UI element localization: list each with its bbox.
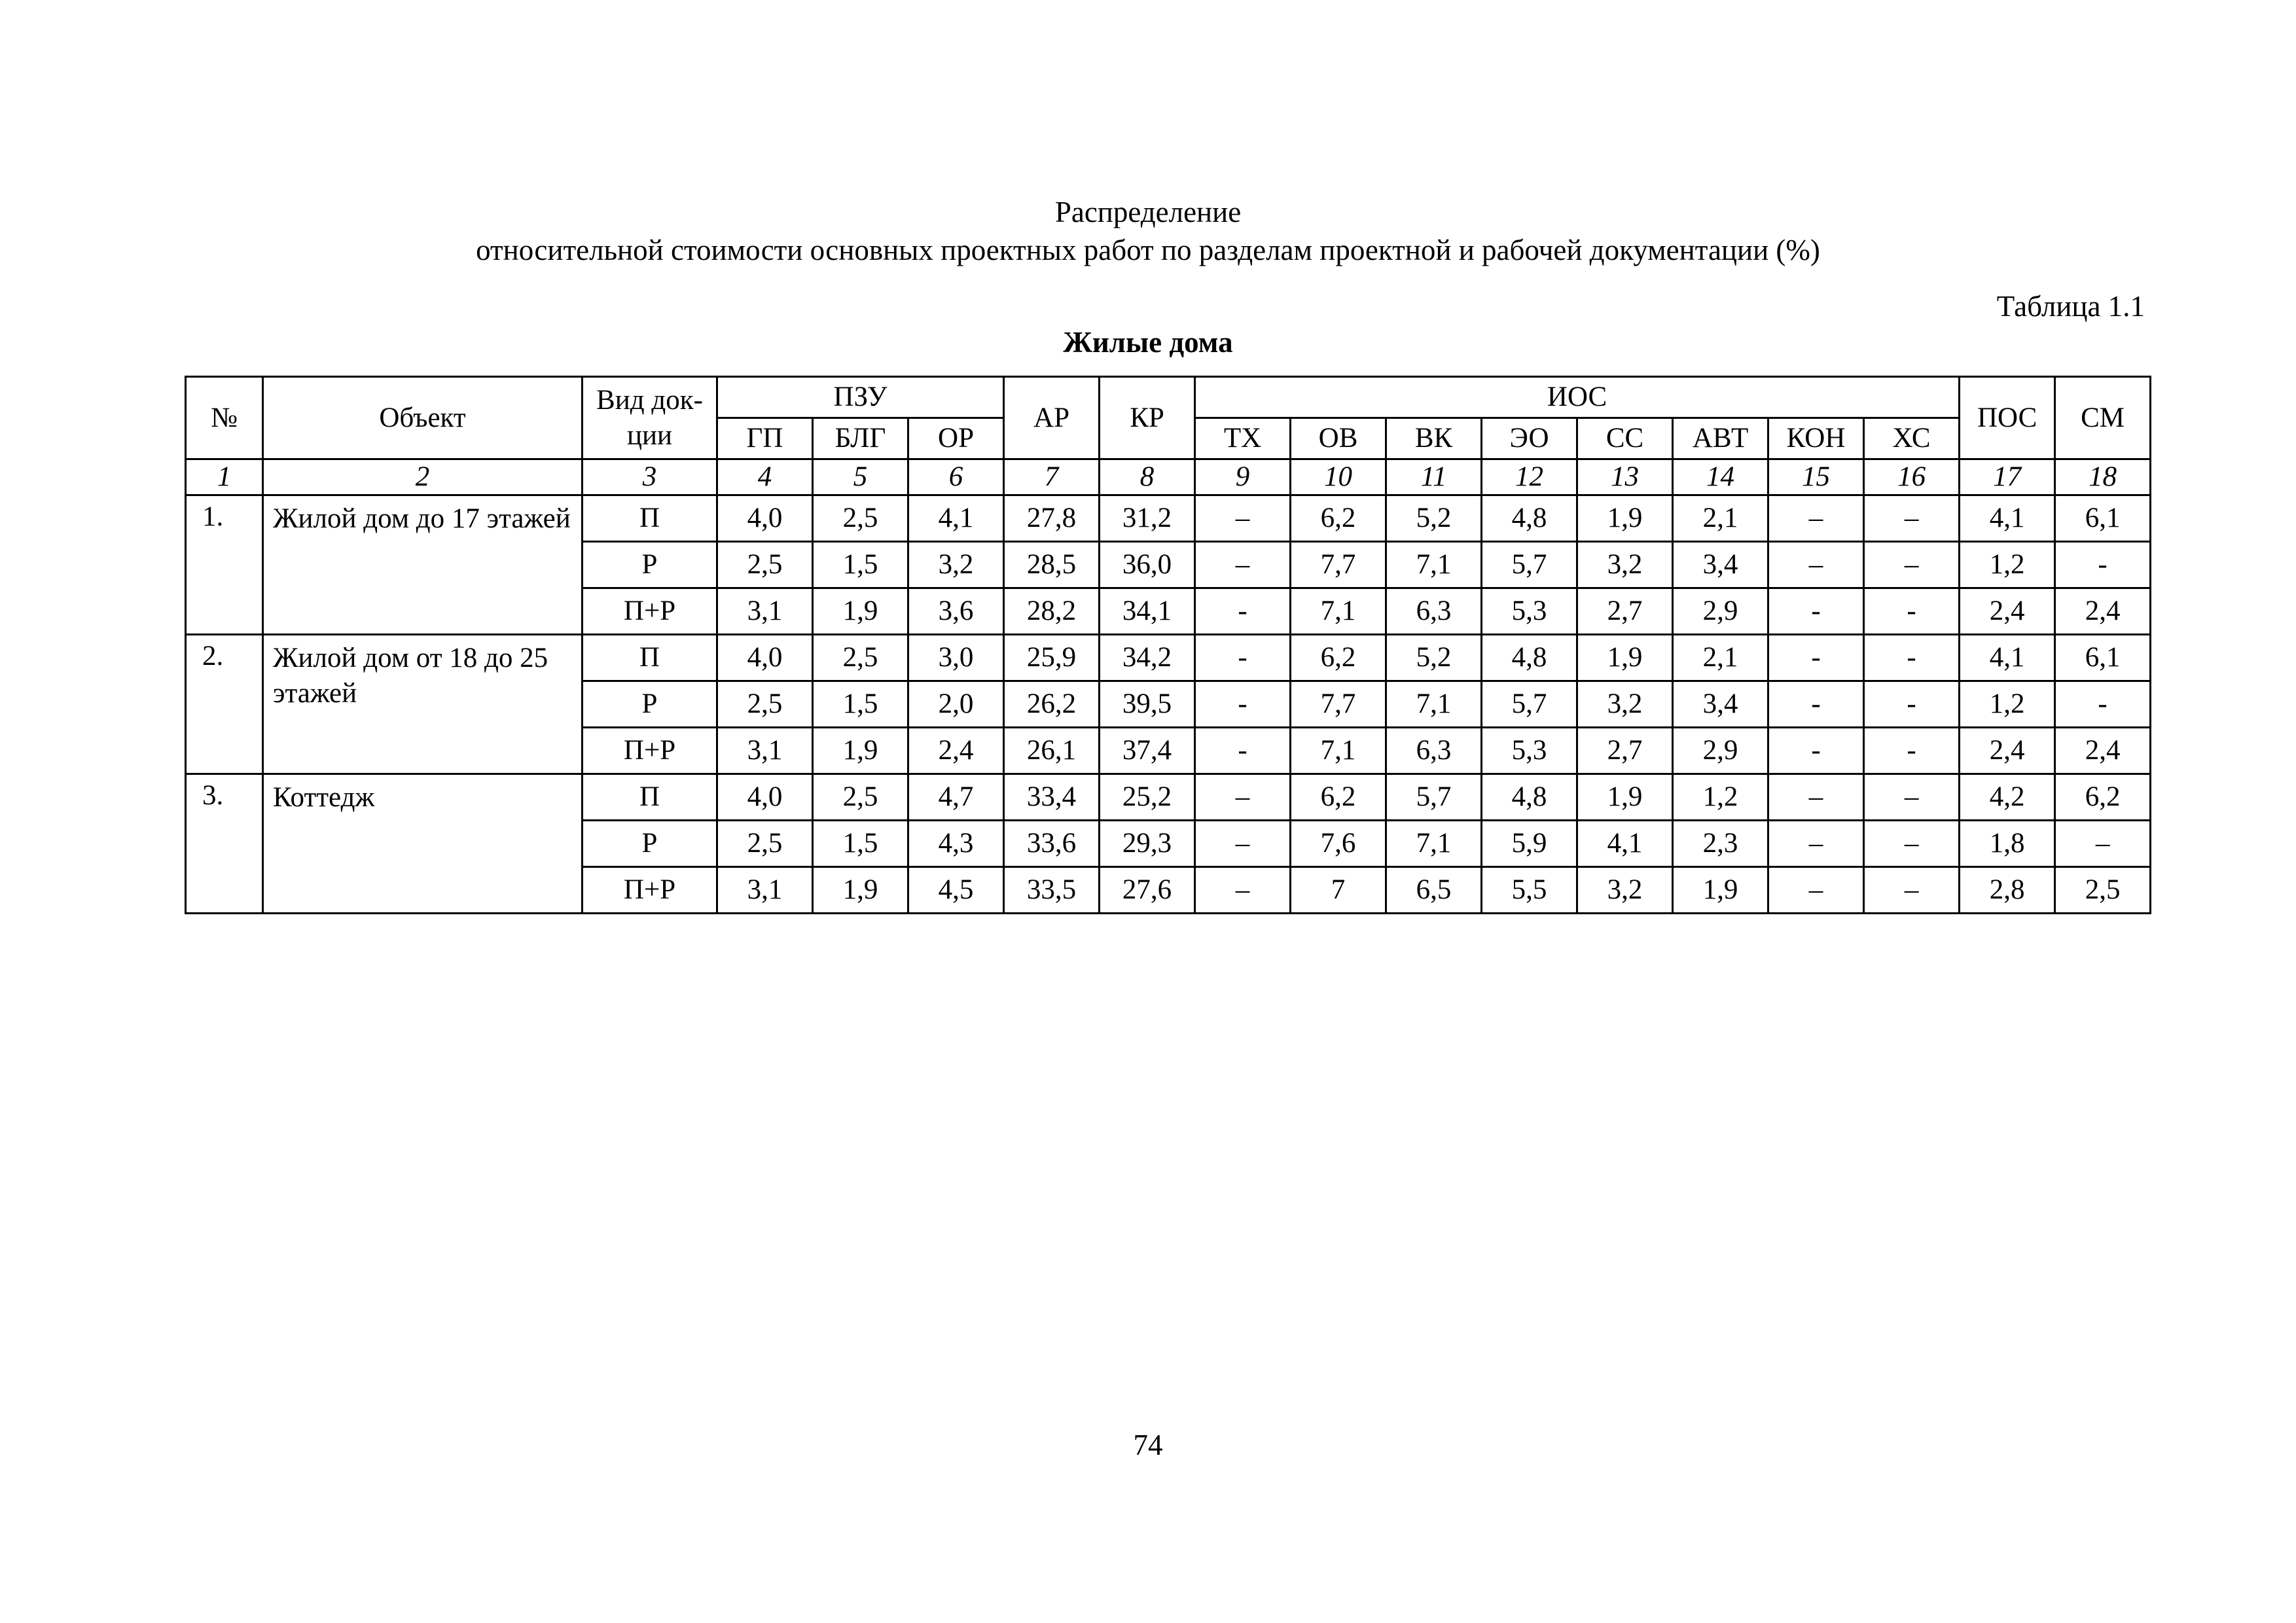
value-cell: 1,9	[1577, 635, 1673, 681]
value-cell: 1,5	[813, 821, 908, 867]
value-cell: 39,5	[1100, 681, 1195, 728]
value-cell: 7,6	[1291, 821, 1386, 867]
column-number: 16	[1864, 459, 1960, 495]
column-number: 1	[186, 459, 263, 495]
value-cell: 2,5	[813, 774, 908, 821]
value-cell: 29,3	[1100, 821, 1195, 867]
value-cell: 2,9	[1673, 728, 1768, 774]
value-cell: 7,7	[1291, 542, 1386, 588]
value-cell: –	[1864, 821, 1960, 867]
value-cell: 7,1	[1291, 588, 1386, 635]
table-row	[186, 495, 2151, 542]
value-cell: 3,2	[1577, 681, 1673, 728]
header-blg: БЛГ	[813, 418, 908, 459]
value-cell: 4,0	[717, 774, 813, 821]
value-cell: 2,5	[717, 681, 813, 728]
header-avt: АВТ	[1673, 418, 1768, 459]
value-cell: -	[1195, 588, 1291, 635]
value-cell: -	[1195, 681, 1291, 728]
value-cell: -	[1195, 635, 1291, 681]
value-cell: 4,5	[908, 867, 1004, 914]
value-cell: 4,7	[908, 774, 1004, 821]
doc-type-cell: П	[583, 635, 717, 681]
value-cell: 2,8	[1960, 867, 2055, 914]
value-cell: –	[1768, 821, 1864, 867]
value-cell: –	[1768, 495, 1864, 542]
value-cell: 6,2	[2055, 774, 2151, 821]
value-cell: 1,9	[1673, 867, 1768, 914]
value-cell: 27,6	[1100, 867, 1195, 914]
column-number: 5	[813, 459, 908, 495]
value-cell: 3,6	[908, 588, 1004, 635]
value-cell: –	[1864, 542, 1960, 588]
column-number: 7	[1004, 459, 1100, 495]
value-cell: 7,1	[1386, 681, 1482, 728]
value-cell: –	[1195, 495, 1291, 542]
value-cell: 7,1	[1386, 542, 1482, 588]
table-row	[186, 635, 2151, 681]
header-pos: ПОС	[1960, 377, 2055, 459]
header-sm: СМ	[2055, 377, 2151, 459]
doc-type-cell: Р	[583, 542, 717, 588]
value-cell: -	[1768, 681, 1864, 728]
column-number-row	[186, 459, 2151, 495]
value-cell: -	[1864, 588, 1960, 635]
doc-type-cell: П+Р	[583, 867, 717, 914]
value-cell: –	[1768, 542, 1864, 588]
object-name: Жилой дом до 17 этажей	[263, 495, 583, 635]
value-cell: –	[1768, 867, 1864, 914]
value-cell: –	[2055, 821, 2151, 867]
value-cell: 28,2	[1004, 588, 1100, 635]
doc-type-cell: Р	[583, 681, 717, 728]
value-cell: 1,9	[813, 588, 908, 635]
value-cell: 3,2	[1577, 542, 1673, 588]
column-number: 3	[583, 459, 717, 495]
value-cell: 2,5	[813, 635, 908, 681]
value-cell: 5,7	[1482, 542, 1577, 588]
value-cell: 27,8	[1004, 495, 1100, 542]
value-cell: 33,5	[1004, 867, 1100, 914]
column-number: 12	[1482, 459, 1577, 495]
value-cell: 4,0	[717, 635, 813, 681]
value-cell: 7,1	[1386, 821, 1482, 867]
value-cell: -	[1864, 681, 1960, 728]
value-cell: 6,3	[1386, 728, 1482, 774]
object-name: Коттедж	[263, 774, 583, 914]
value-cell: 33,6	[1004, 821, 1100, 867]
value-cell: 4,1	[1960, 495, 2055, 542]
header-object: Объект	[263, 377, 583, 459]
document-title-line2: относительной стоимости основных проектных работ по разделам проектной и рабочей документации (%)	[476, 234, 1820, 266]
value-cell: 5,7	[1386, 774, 1482, 821]
column-number: 13	[1577, 459, 1673, 495]
header-row-top	[186, 377, 2151, 418]
value-cell: 26,1	[1004, 728, 1100, 774]
header-eo: ЭО	[1482, 418, 1577, 459]
header-no: №	[186, 377, 263, 459]
value-cell: -	[1768, 728, 1864, 774]
value-cell: 7,7	[1291, 681, 1386, 728]
page-number: 74	[1133, 1429, 1163, 1461]
value-cell: –	[1195, 821, 1291, 867]
row-number: 1.	[186, 495, 263, 635]
header-ar: АР	[1004, 377, 1100, 459]
value-cell: 26,2	[1004, 681, 1100, 728]
value-cell: –	[1864, 774, 1960, 821]
doc-type-cell: П	[583, 495, 717, 542]
column-number: 8	[1100, 459, 1195, 495]
value-cell: 28,5	[1004, 542, 1100, 588]
value-cell: -	[1864, 635, 1960, 681]
header-kr: КР	[1100, 377, 1195, 459]
value-cell: –	[1195, 542, 1291, 588]
value-cell: 25,9	[1004, 635, 1100, 681]
column-number: 9	[1195, 459, 1291, 495]
value-cell: 2,0	[908, 681, 1004, 728]
value-cell: 1,9	[1577, 495, 1673, 542]
value-cell: 1,8	[1960, 821, 2055, 867]
value-cell: 2,1	[1673, 635, 1768, 681]
value-cell: 5,9	[1482, 821, 1577, 867]
value-cell: 6,2	[1291, 495, 1386, 542]
value-cell: 4,8	[1482, 495, 1577, 542]
value-cell: 2,5	[717, 542, 813, 588]
value-cell: 4,1	[908, 495, 1004, 542]
value-cell: 33,4	[1004, 774, 1100, 821]
header-vk: ВК	[1386, 418, 1482, 459]
value-cell: 3,4	[1673, 681, 1768, 728]
value-cell: 2,1	[1673, 495, 1768, 542]
column-number: 14	[1673, 459, 1768, 495]
value-cell: –	[1195, 774, 1291, 821]
row-number: 3.	[186, 774, 263, 914]
value-cell: 3,1	[717, 728, 813, 774]
value-cell: 1,2	[1960, 681, 2055, 728]
value-cell: 34,1	[1100, 588, 1195, 635]
value-cell: 2,3	[1673, 821, 1768, 867]
value-cell: 1,2	[1960, 542, 2055, 588]
document-title-line1: Распределение	[1054, 196, 1242, 228]
value-cell: 5,3	[1482, 588, 1577, 635]
header-pzu: ПЗУ	[717, 377, 1004, 418]
value-cell: 4,2	[1960, 774, 2055, 821]
value-cell: 6,5	[1386, 867, 1482, 914]
value-cell: 6,2	[1291, 635, 1386, 681]
value-cell: 1,2	[1673, 774, 1768, 821]
value-cell: 31,2	[1100, 495, 1195, 542]
value-cell: 5,2	[1386, 495, 1482, 542]
value-cell: 2,4	[2055, 728, 2151, 774]
value-cell: 1,5	[813, 681, 908, 728]
column-number: 11	[1386, 459, 1482, 495]
value-cell: -	[1768, 588, 1864, 635]
header-gp: ГП	[717, 418, 813, 459]
table-number: Таблица 1.1	[1996, 290, 2145, 323]
header-doc-type: Вид док-ции	[583, 377, 717, 459]
value-cell: 4,3	[908, 821, 1004, 867]
value-cell: 2,9	[1673, 588, 1768, 635]
value-cell: 2,7	[1577, 588, 1673, 635]
value-cell: 3,2	[1577, 867, 1673, 914]
value-cell: 2,4	[1960, 728, 2055, 774]
value-cell: 5,3	[1482, 728, 1577, 774]
value-cell: 2,4	[1960, 588, 2055, 635]
doc-type-cell: П+Р	[583, 588, 717, 635]
doc-type-cell: Р	[583, 821, 717, 867]
header-or: ОР	[908, 418, 1004, 459]
row-number: 2.	[186, 635, 263, 774]
value-cell: 5,5	[1482, 867, 1577, 914]
value-cell: -	[1864, 728, 1960, 774]
value-cell: –	[1864, 867, 1960, 914]
value-cell: 36,0	[1100, 542, 1195, 588]
column-number: 17	[1960, 459, 2055, 495]
header-ss: СС	[1577, 418, 1673, 459]
value-cell: 3,1	[717, 588, 813, 635]
value-cell: 3,2	[908, 542, 1004, 588]
distribution-table	[185, 376, 2151, 914]
column-number: 6	[908, 459, 1004, 495]
value-cell: 2,5	[813, 495, 908, 542]
value-cell: 4,1	[1577, 821, 1673, 867]
value-cell: 5,2	[1386, 635, 1482, 681]
value-cell: 1,9	[1577, 774, 1673, 821]
value-cell: 6,3	[1386, 588, 1482, 635]
header-ov: ОВ	[1291, 418, 1386, 459]
header-ios: ИОС	[1195, 377, 1960, 418]
column-number: 18	[2055, 459, 2151, 495]
value-cell: 37,4	[1100, 728, 1195, 774]
value-cell: 25,2	[1100, 774, 1195, 821]
doc-type-cell: П	[583, 774, 717, 821]
value-cell: 1,5	[813, 542, 908, 588]
header-th: ТХ	[1195, 418, 1291, 459]
value-cell: -	[1195, 728, 1291, 774]
value-cell: 6,2	[1291, 774, 1386, 821]
value-cell: 2,5	[717, 821, 813, 867]
value-cell: 2,7	[1577, 728, 1673, 774]
value-cell: 6,1	[2055, 635, 2151, 681]
value-cell: -	[2055, 681, 2151, 728]
column-number: 4	[717, 459, 813, 495]
value-cell: 3,1	[717, 867, 813, 914]
column-number: 15	[1768, 459, 1864, 495]
value-cell: 7,1	[1291, 728, 1386, 774]
value-cell: 3,4	[1673, 542, 1768, 588]
value-cell: 2,4	[2055, 588, 2151, 635]
value-cell: 2,5	[2055, 867, 2151, 914]
object-name: Жилой дом от 18 до 25 этажей	[263, 635, 583, 774]
value-cell: 34,2	[1100, 635, 1195, 681]
header-hs: ХС	[1864, 418, 1960, 459]
value-cell: –	[1864, 495, 1960, 542]
value-cell: 4,8	[1482, 774, 1577, 821]
value-cell: 7	[1291, 867, 1386, 914]
column-number: 2	[263, 459, 583, 495]
table-row	[186, 774, 2151, 821]
value-cell: 1,9	[813, 728, 908, 774]
value-cell: 3,0	[908, 635, 1004, 681]
value-cell: -	[1768, 635, 1864, 681]
table-subtitle: Жилые дома	[1063, 326, 1233, 359]
value-cell: 6,1	[2055, 495, 2151, 542]
doc-type-cell: П+Р	[583, 728, 717, 774]
value-cell: -	[2055, 542, 2151, 588]
value-cell: 1,9	[813, 867, 908, 914]
value-cell: 2,4	[908, 728, 1004, 774]
value-cell: 4,1	[1960, 635, 2055, 681]
header-kon: КОН	[1768, 418, 1864, 459]
column-number: 10	[1291, 459, 1386, 495]
value-cell: –	[1195, 867, 1291, 914]
value-cell: –	[1768, 774, 1864, 821]
value-cell: 5,7	[1482, 681, 1577, 728]
value-cell: 4,8	[1482, 635, 1577, 681]
value-cell: 4,0	[717, 495, 813, 542]
